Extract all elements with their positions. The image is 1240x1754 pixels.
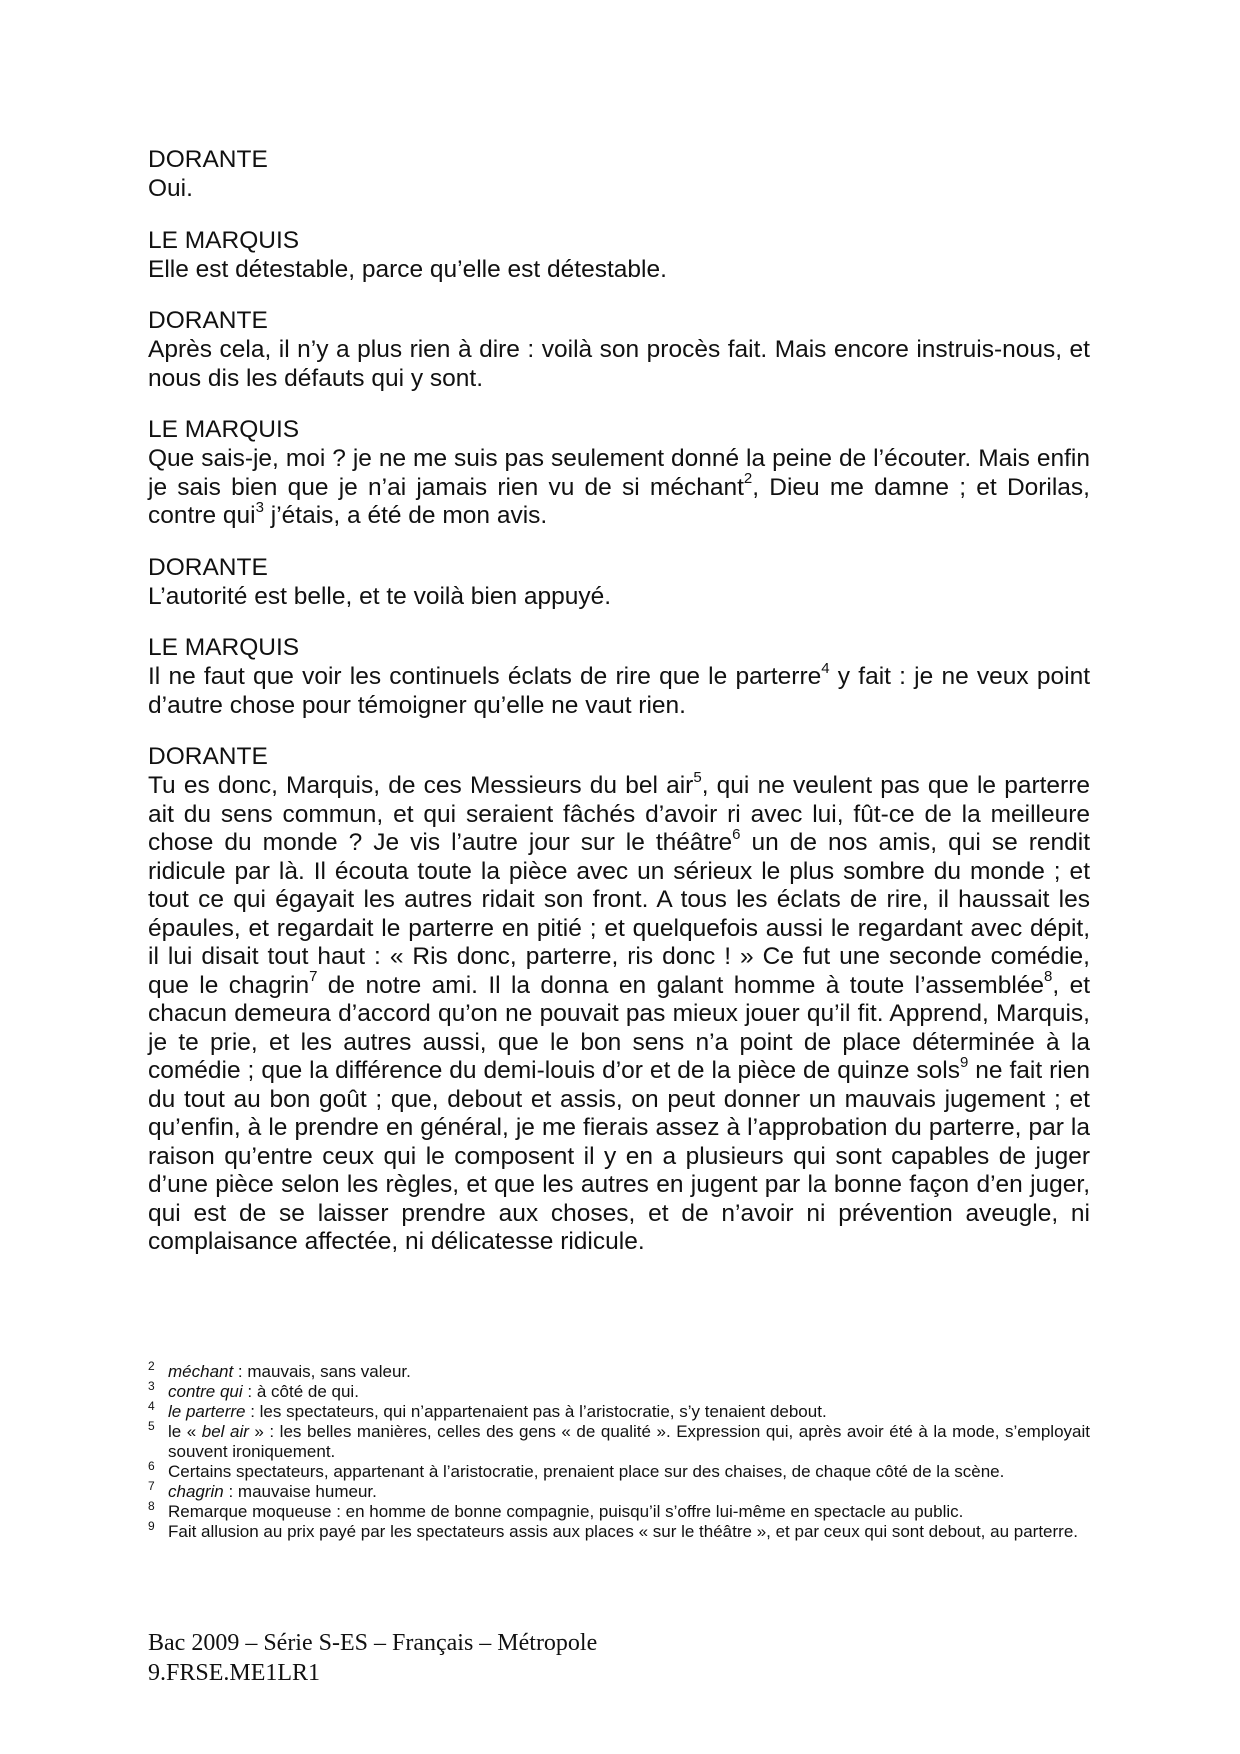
footer-exam-code: 9.FRSE.ME1LR1 [148,1660,321,1686]
footnote [148,1519,1090,1542]
footnote-ref: 9 [959,1053,969,1071]
speech-text [148,175,1090,204]
speech-text [148,583,1090,612]
footnote-term: bel air [201,1422,249,1441]
footnote-number: 8 [148,1499,155,1513]
speech-segment: , et chacun demeura d’accord qu’on ne pouvait pas mieux jouer qu’il fit. Apprend, Marquis, je te prie, et les autres aussi, que le bon sens n’a point de place déterminée à la comédie ; que la différence du demi-louis d’or et de la pièce de quinze sols [148,971,1090,1084]
speech-text [148,659,1090,720]
footnote-text: : à côté de qui. [242,1382,359,1401]
footnote-text: : mauvaise humeur. [223,1482,377,1501]
speech-segment: j’étais, a été de mon avis. [263,502,548,529]
speech-text [148,256,1090,285]
footnote [148,1479,1090,1502]
footnote-number: 9 [148,1519,155,1533]
footnote-ref: 8 [1044,968,1053,986]
footnote [148,1419,1090,1462]
footnote-term: méchant [168,1362,234,1381]
footnote [148,1359,1090,1382]
speech-segment: L’autorité est belle, et te voilà bien appuyé. [148,582,612,610]
speaker-name: LE MARQUIS [148,416,300,443]
footnote-number: 4 [148,1399,155,1413]
footnote [148,1379,1090,1402]
footnote-ref: 6 [732,825,741,843]
footnote-text: : mauvais, sans valeur. [233,1362,411,1381]
footnote-number: 3 [148,1379,155,1393]
footnote [148,1459,1090,1482]
footnote-text: Certains spectateurs, appartenant à l’aristocratie, prenaient place sur des chaises, de chaque côté de la scène. [168,1462,1005,1481]
footnote-number: 6 [148,1459,155,1473]
speech-segment: Il ne faut que voir les continuels éclats de rire que le parterre [148,663,822,690]
speaker-name: LE MARQUIS [148,226,300,254]
footnote-term: chagrin [168,1482,224,1501]
footnote-term: le parterre [168,1402,246,1421]
speaker-name: DORANTE [148,553,268,581]
footnote [148,1499,1090,1522]
footnote-ref: 3 [255,498,264,516]
speech-segment: y fait : je ne veux point d’autre chose pour témoigner qu’elle ne vaut rien. [148,663,1090,719]
footnote-ref: 5 [693,768,702,786]
footnotes [148,1359,1090,1542]
footnote-ref: 2 [743,470,753,488]
speech-text [148,768,1091,1257]
speech-segment: Oui. [148,175,193,202]
speech-segment: un de nos amis, qui se rendit ridicule par là. Il écouta toute la pièce avec un sérieux le plus sombre du monde ; et tout ce qui égayait les autres ridait son front. A tous les éclats de rire, il haussait les épaules, et regardait le parterre en pitié ; et quelquefois aussi le regardant avec dépit, il lui disait tout haut : « Ris donc, parterre, ris donc ! » Ce fut une seconde comédie, que le chagrin [148,829,1091,999]
footnote-text: : les spectateurs, qui n’appartenaient pas à l’aristocratie, s’y tenaient debout. [245,1402,827,1421]
footnote-ref: 7 [309,968,318,986]
footnote [148,1399,1090,1422]
speech-text [148,445,1090,531]
footnote-prefix: le « [168,1422,202,1441]
speech-segment: de notre ami. Il la donna en galant homme à toute l’assemblée [317,971,1045,999]
speech-segment: Elle est détestable, parce qu’elle est détestable. [148,255,667,283]
footnote-number: 5 [148,1419,155,1433]
footer-exam-title: Bac 2009 – Série S-ES – Français – Métropole [148,1630,598,1656]
footnote-text: Fait allusion au prix payé par les spectateurs assis aux places « sur le théâtre », et par ceux qui sont debout, au parterre. [168,1522,1079,1541]
speech-segment: Que sais-je, moi ? je ne me suis pas seulement donné la peine de l’écouter. Mais enfin je sais bien que je n’ai jamais rien vu de si méchant [148,445,1090,501]
footnote-number: 2 [148,1359,155,1373]
speaker-name: DORANTE [148,307,268,334]
speech-segment: Après cela, il n’y a plus rien à dire : voilà son procès fait. Mais encore instruis-nous, et nous dis les défauts qui y sont. [148,336,1090,392]
speech-text [148,336,1090,393]
footnote-term: contre qui [168,1382,243,1401]
speaker-name: DORANTE [148,743,268,770]
dialogue-text [148,145,1090,1279]
footnote-number: 7 [148,1479,155,1493]
speech-segment: , Dieu me damne ; et Dorilas, contre qui [148,473,1090,529]
footnote-text: Remarque moqueuse : en homme de bonne compagnie, puisqu’il s’offre lui-même en spectacle au public. [168,1502,964,1521]
speech-segment: Tu es donc, Marquis, de ces Messieurs du bel air [148,772,694,799]
footnote-text: » : les belles manières, celles des gens « de qualité ». Expression qui, après avoir été à la mode, s’employait souvent ironiquement. [168,1422,1090,1461]
footnote-ref: 4 [821,659,830,677]
speaker-name: LE MARQUIS [148,634,300,661]
speaker-name: DORANTE [148,146,268,173]
page-footer [148,1628,848,1688]
speech-segment: ne fait rien du tout au bon goût ; que, debout et assis, on peut donner un mauvais jugement ; et qu’enfin, à le prendre en général, je me fierais assez à l’approbation du parterre, par la raison qu’entre ceux qui le composent il y en a plusieurs qui sont capables de juger d’une pièce selon les règles, et que les autres en jugent par la bonne façon d’en juger, qui est de se laisser prendre aux choses, et de n’avoir ni prévention aveugle, ni complaisance affectée, ni délicatesse ridicule. [148,1057,1090,1255]
speech-segment: , qui ne veulent pas que le parterre ait du sens commun, et qui seraient fâchés d’avoir ri avec lui, fût-ce de la meilleure chose du monde ? Je vis l’autre jour sur le théâtre [148,772,1091,856]
